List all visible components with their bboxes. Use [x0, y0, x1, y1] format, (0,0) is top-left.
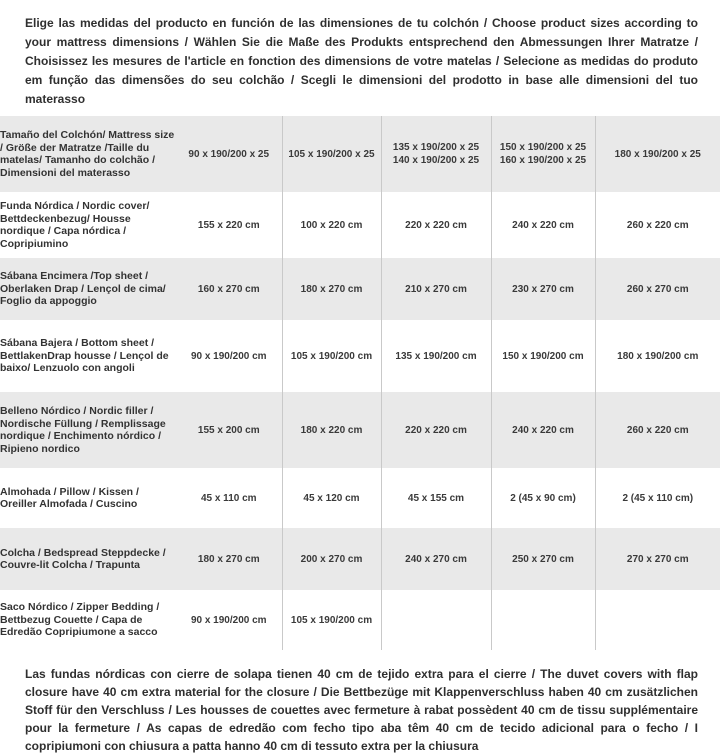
size-cell: 270 x 270 cm — [595, 528, 720, 590]
table-row — [0, 392, 720, 468]
row-label-bottom-sheet: Sábana Bajera / Bottom sheet / BettlakenDrap housse / Lençol de baixo/ Lenzuolo con angoli — [0, 337, 169, 375]
row-label-bedspread: Colcha / Bedspread Steppdecke / Couvre-lit Colcha / Trapunta — [0, 546, 166, 571]
table-row — [0, 590, 720, 650]
table-row — [0, 116, 720, 192]
size-cell: 180 x 270 cm — [197, 553, 260, 565]
size-cell: 105 x 190/200 cm — [282, 320, 381, 392]
size-cell: 260 x 220 cm — [595, 192, 720, 258]
size-cell: 90 x 190/200 cm — [190, 350, 267, 362]
size-cell: 90 x 190/200 cm — [190, 614, 267, 626]
size-cell: 220 x 220 cm — [381, 192, 491, 258]
row-label-top-sheet: Sábana Encimera /Top sheet / Oberlaken Drap / Lençol de cima/ Foglio da appoggio — [0, 270, 166, 308]
size-cell: 250 x 270 cm — [491, 528, 595, 590]
size-cell: 220 x 220 cm — [381, 392, 491, 468]
header-note: Elige las medidas del producto en función de las dimensiones de tu colchón / Choose product sizes according to your mattress dimensions / Wählen Sie die Maße des Produkts entsprechend den Abmessungen Ihrer Matratze / Choisissez les mesures de l'article en fonction des dimensions de votre matelas / Selecione as medidas do produto em função das dimensões do seu colchão / Scegli le dimensioni del prodotto in base alle dimensioni del tuo materasso — [25, 16, 698, 106]
size-cell: 90 x 190/200 x 25 — [188, 148, 270, 160]
size-cell: 260 x 270 cm — [595, 258, 720, 320]
size-line: 150 x 190/200 x 25 — [499, 142, 587, 153]
size-cell: 200 x 270 cm — [282, 528, 381, 590]
size-cell: 240 x 270 cm — [381, 528, 491, 590]
size-cell: 45 x 120 cm — [282, 468, 381, 528]
size-cell: 45 x 110 cm — [200, 492, 257, 504]
table-row — [0, 258, 720, 320]
size-cell: 150 x 190/200 cm — [491, 320, 595, 392]
size-cell: 180 x 220 cm — [282, 392, 381, 468]
size-cell: 260 x 220 cm — [595, 392, 720, 468]
size-cell — [595, 590, 720, 650]
size-cell: 180 x 190/200 x 25 — [595, 116, 720, 192]
size-line: 160 x 190/200 x 25 — [499, 155, 587, 166]
size-cell: 105 x 190/200 x 25 — [282, 116, 381, 192]
row-label-nordic-cover: Funda Nórdica / Nordic cover/ Bettdeckenbezug/ Housse nordique / Capa nórdica / Copripiumino — [0, 200, 150, 250]
table-row — [0, 320, 720, 392]
table-row — [0, 468, 720, 528]
table-row — [0, 192, 720, 258]
size-cell — [381, 116, 491, 192]
size-cell: 160 x 270 cm — [197, 283, 260, 295]
size-cell: 105 x 190/200 cm — [282, 590, 381, 650]
size-cell: 135 x 190/200 cm — [381, 320, 491, 392]
size-cell: 155 x 220 cm — [197, 219, 260, 231]
size-cell: 100 x 220 cm — [282, 192, 381, 258]
size-cell: 180 x 270 cm — [282, 258, 381, 320]
size-cell: 180 x 190/200 cm — [595, 320, 720, 392]
size-cell — [381, 590, 491, 650]
size-cell: 155 x 200 cm — [197, 424, 260, 436]
size-cell: 230 x 270 cm — [491, 258, 595, 320]
table-row — [0, 528, 720, 590]
row-label-mattress-size: Tamaño del Colchón/ Mattress size / Größe der Matratze /Taille du matelas/ Tamanho do colchão / Dimensioni del materasso — [0, 129, 175, 179]
row-label-zipper-bedding: Saco Nórdico / Zipper Bedding / Bettbezug Couette / Capa de Edredão Copripiumone a sacco — [0, 601, 160, 639]
size-cell: 210 x 270 cm — [381, 258, 491, 320]
size-cell: 45 x 155 cm — [381, 468, 491, 528]
size-line: 140 x 190/200 x 25 — [392, 155, 480, 166]
footer-note: Las fundas nórdicas con cierre de solapa tienen 40 cm de tejido extra para el cierre / The duvet covers with flap closure have 40 cm extra material for the closure / Die Bettbezüge mit Klappenverschluss haben 40 cm zusätzlichen Stoff für den Verschluss / Les housses de couettes avec fermeture à rabat possèdent 40 cm de tissu supplémentaire pour la fermeture / As capas de edredão com fecho tipo aba têm 40 cm de tecido adicional para o fecho / I copripiumoni con chiusura a patta hanno 40 cm di tessuto extra per la chiusura — [25, 667, 698, 753]
row-label-pillow: Almohada / Pillow / Kissen / Oreiller Almofada / Cuscino — [0, 485, 139, 510]
size-line: 135 x 190/200 x 25 — [392, 142, 480, 153]
size-cell: 2 (45 x 90 cm) — [491, 468, 595, 528]
size-cell: 2 (45 x 110 cm) — [595, 468, 720, 528]
size-cell: 240 x 220 cm — [491, 192, 595, 258]
size-cell — [491, 116, 595, 192]
row-label-nordic-filler: Belleno Nórdico / Nordic filler / Nordische Füllung / Remplissage nordique / Enchimento nórdico / Ripieno nordico — [0, 405, 166, 455]
product-sizes-table — [0, 116, 720, 650]
size-cell: 240 x 220 cm — [491, 392, 595, 468]
size-cell — [491, 590, 595, 650]
